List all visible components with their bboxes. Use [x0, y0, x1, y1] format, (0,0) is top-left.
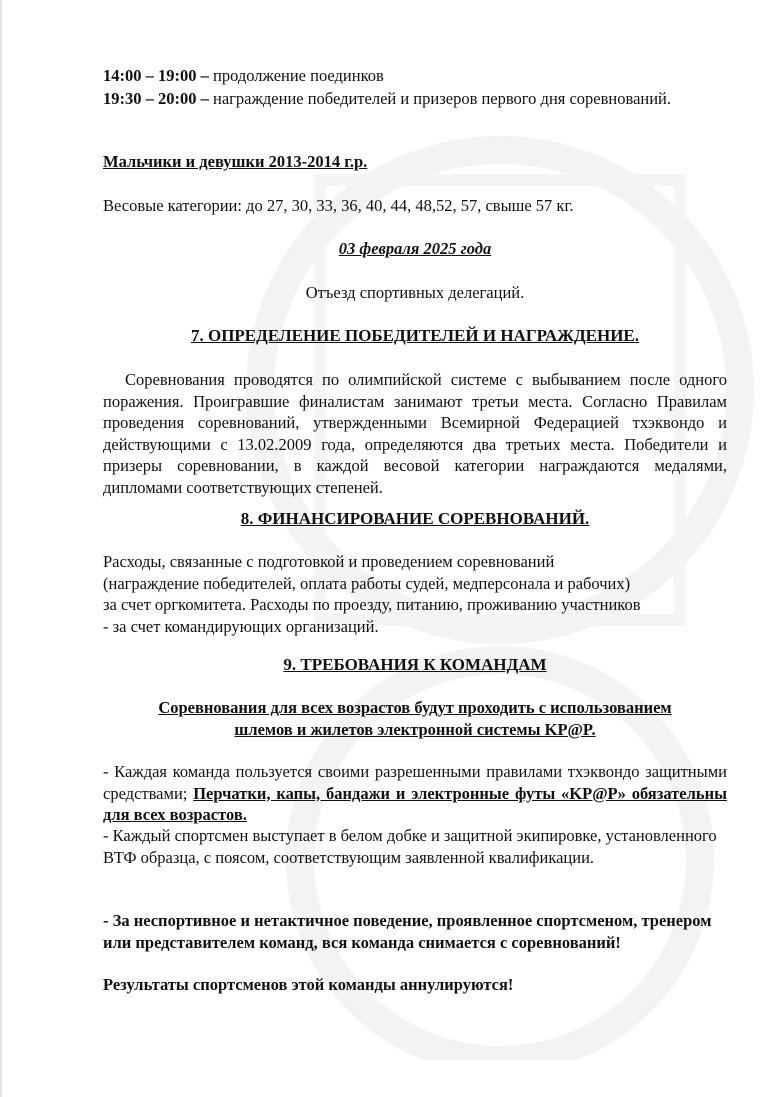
section-8-line: за счет оргкомитета. Расходы по проезду, питанию, проживанию участников — [103, 595, 641, 614]
conduct-warning: - За неспортивное и нетактичное поведение, проявленное спортсменом, тренером или представителем команд, вся команда снимается с соревнований! — [103, 911, 712, 952]
requirement-uniform: - Каждый спортсмен выступает в белом добке и защитной экипировке, установленного ВТФ образца, с поясом, соответствующим заявленной квалификации. — [103, 826, 717, 867]
section-8-line: (награждение победителей, оплата работы судей, медперсонала и рабочих) — [103, 573, 631, 593]
section-8-heading: 8. ФИНАНСИРОВАНИЕ СОРЕВНОВАНИЙ. — [240, 509, 590, 528]
section-8-line: Расходы, связанные с подготовкой и проведением соревнований — [103, 552, 555, 571]
section-8-paragraph — [103, 551, 727, 637]
section-9-subtitle-line: шлемов и жилетов электронной системы KP@P. — [234, 719, 596, 739]
departure-note: Отъезд спортивных делегаций. — [305, 283, 525, 302]
requirement-protective-gear: - Каждая команда пользуется своими разрешенными правилами тхэквондо защитными средствами; Перчатки, капы, бандажи и электронные футы «KP@P» обязательны для всех возрастов. — [103, 762, 727, 824]
section-9-subtitle — [103, 697, 727, 740]
results-annulled: Результаты спортсменов этой команды аннулируются! — [103, 975, 514, 994]
schedule-line-2: 19:30 – 20:00 – награждение победителей и призеров первого дня соревнований. — [103, 89, 672, 108]
weight-categories: Весовые категории: до 27, 30, 33, 36, 40, 44, 48,52, 57, свыше 57 кг. — [103, 196, 574, 215]
section-9-subtitle-line: Соревнования для всех возрастов будут проходить с использованием — [158, 698, 672, 717]
date-heading: 03 февраля 2025 года — [338, 239, 492, 258]
section-7-heading: 7. ОПРЕДЕЛЕНИЕ ПОБЕДИТЕЛЕЙ И НАГРАЖДЕНИЕ. — [190, 326, 640, 345]
section-8-line: - за счет командирующих организаций. — [103, 616, 379, 636]
page-left-edge — [0, 0, 2, 1097]
section-9-heading: 9. ТРЕБОВАНИЯ К КОМАНДАМ — [283, 655, 547, 674]
schedule-line-1: 14:00 – 19:00 – продолжение поединков — [103, 66, 384, 85]
section-7-paragraph: Соревнования проводятся по олимпийской системе с выбыванием после одного поражения. Проигравшие финалистам занимают третьи места. Согласно Правилам проведения соревнований, утвержденными Всемирной Федерацией тхэквондо и действующими с 13.02.2009 года, определяются два третьих места. Победители и призеры соревновании, в каждой весовой категории награждаются медалями, дипломами соответствующих степеней. — [103, 370, 727, 497]
age-group-title: Мальчики и девушки 2013-2014 г.р. — [103, 152, 368, 171]
gear-emphasis: Перчатки, капы, бандажи и электронные футы «KP@P» обязательны для всех возрастов. — [103, 783, 727, 824]
